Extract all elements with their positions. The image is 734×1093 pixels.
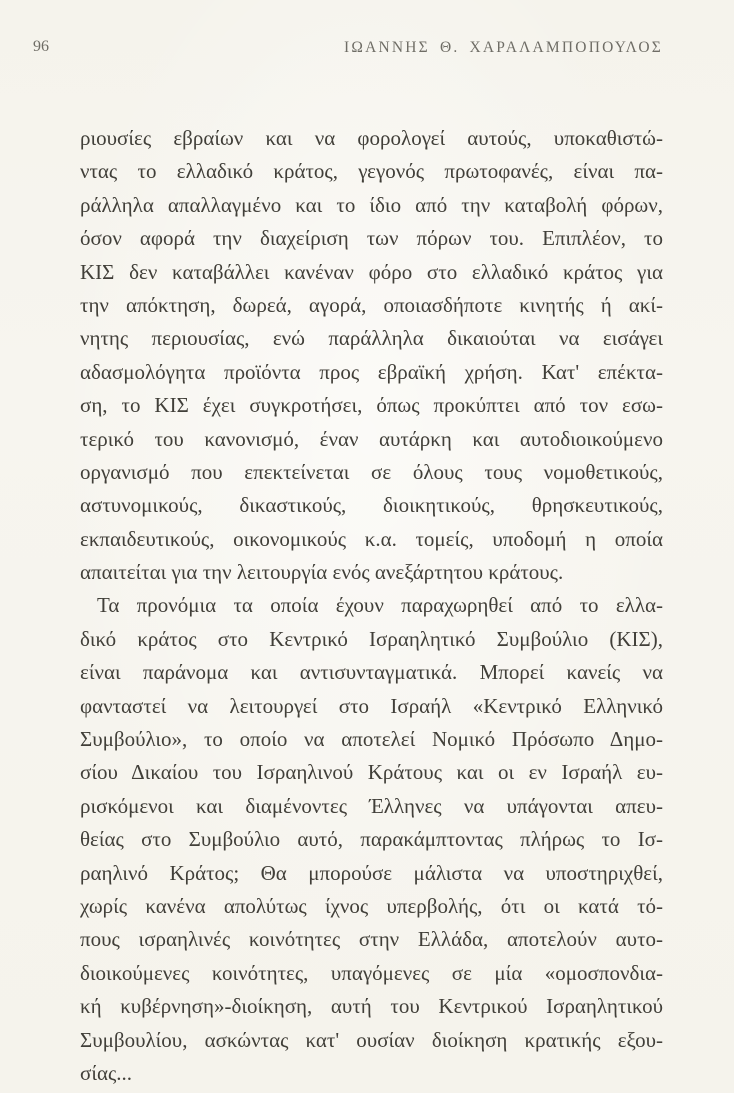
text-line: Τα προνόμια τα οποία έχουν παραχωρηθεί από το ελλα- <box>97 593 663 618</box>
text-line: χωρίς κανένα απολύτως ίχνος υπερβολής, ότι οι κατά τό- <box>80 893 663 918</box>
text-line: Συμβουλίου, ασκώντας κατ' ουσίαν διοίκηση κρατικής εξου- <box>80 1027 663 1052</box>
text-line: τερικό του κανονισμό, έναν αυτάρκη και αυτοδιοικούμενο <box>80 426 663 451</box>
text-line: την απόκτηση, δωρεά, αγορά, οποιασδήποτε κινητής ή ακί- <box>80 292 663 317</box>
paragraph-continuation <box>80 122 663 589</box>
text-line: σίας... <box>80 1060 133 1085</box>
text-line: ρισκόμενοι και διαμένοντες Έλληνες να υπάγονται απευ- <box>80 793 663 818</box>
text-line: απαιτείται για την λειτουργία ενός ανεξάρτητου κράτους. <box>80 560 564 585</box>
text-line: εκπαιδευτικούς, οικονομικούς κ.α. τομείς, υποδομή η οποία <box>80 526 663 551</box>
text-line: ράλληλα απαλλαγμένο και το ίδιο από την καταβολή φόρων, <box>80 192 663 217</box>
text-line: οργανισμό που επεκτείνεται σε όλους τους νομοθετικούς, <box>80 459 663 484</box>
text-line: πους ισραηλινές κοινότητες στην Ελλάδα, αποτελούν αυτο- <box>80 927 663 952</box>
text-line: ΚΙΣ δεν καταβάλλει κανέναν φόρο στο ελλαδικό κράτος για <box>80 259 663 284</box>
text-line: είναι παράνομα και αντισυνταγματικά. Μπορεί κανείς να <box>80 660 663 685</box>
text-line: θείας στο Συμβούλιο αυτό, παρακάμπτοντας πλήρως το Ισ- <box>80 827 663 852</box>
text-line: ντας το ελλαδικό κράτος, γεγονός πρωτοφανές, είναι πα- <box>80 159 663 184</box>
text-line: αδασμολόγητα προϊόντα προς εβραϊκή χρήση. Κατ' επέκτα- <box>80 359 663 384</box>
text-line: αστυνομικούς, δικαστικούς, διοικητικούς, θρησκευτικούς, <box>80 493 663 518</box>
text-line: όσον αφορά την διαχείριση των πόρων του. Επιπλέον, το <box>80 226 663 251</box>
paragraph-privileges <box>80 589 663 1090</box>
text-line: νητης περιουσίας, ενώ παράλληλα δικαιούται να εισάγει <box>80 326 663 351</box>
page-number: 96 <box>33 38 49 55</box>
text-line: ραηλινό Κράτος; Θα μπορούσε μάλιστα να υποστηριχθεί, <box>80 860 663 885</box>
text-line: ση, το ΚΙΣ έχει συγκροτήσει, όπως προκύπτει από τον εσω- <box>80 393 663 418</box>
text-line: φανταστεί να λειτουργεί στο Ισραήλ «Κεντρικό Ελληνικό <box>80 693 663 718</box>
text-line: σίου Δικαίου του Ισραηλινού Κράτους και οι εν Ισραήλ ευ- <box>80 760 663 785</box>
text-line: ριουσίες εβραίων και να φορολογεί αυτούς, υποκαθιστώ- <box>80 126 663 150</box>
text-line: διοικούμενες κοινότητες, υπαγόμενες σε μία «ομοσπονδια- <box>80 960 663 985</box>
text-line: δικό κράτος στο Κεντρικό Ισραηλητικό Συμβούλιο (ΚΙΣ), <box>80 626 663 651</box>
page-text-block <box>80 122 663 1090</box>
text-line: κή κυβέρνηση»-διοίκηση, αυτή του Κεντρικού Ισραηλητικού <box>80 994 663 1019</box>
running-header: ΙΩΑΝΝΗΣ Θ. ΧΑΡΑΛΑΜΠΟΠΟΥΛΟΣ <box>344 39 663 56</box>
text-line: Συμβούλιο», το οποίο να αποτελεί Νομικό Πρόσωπο Δημο- <box>80 727 663 752</box>
